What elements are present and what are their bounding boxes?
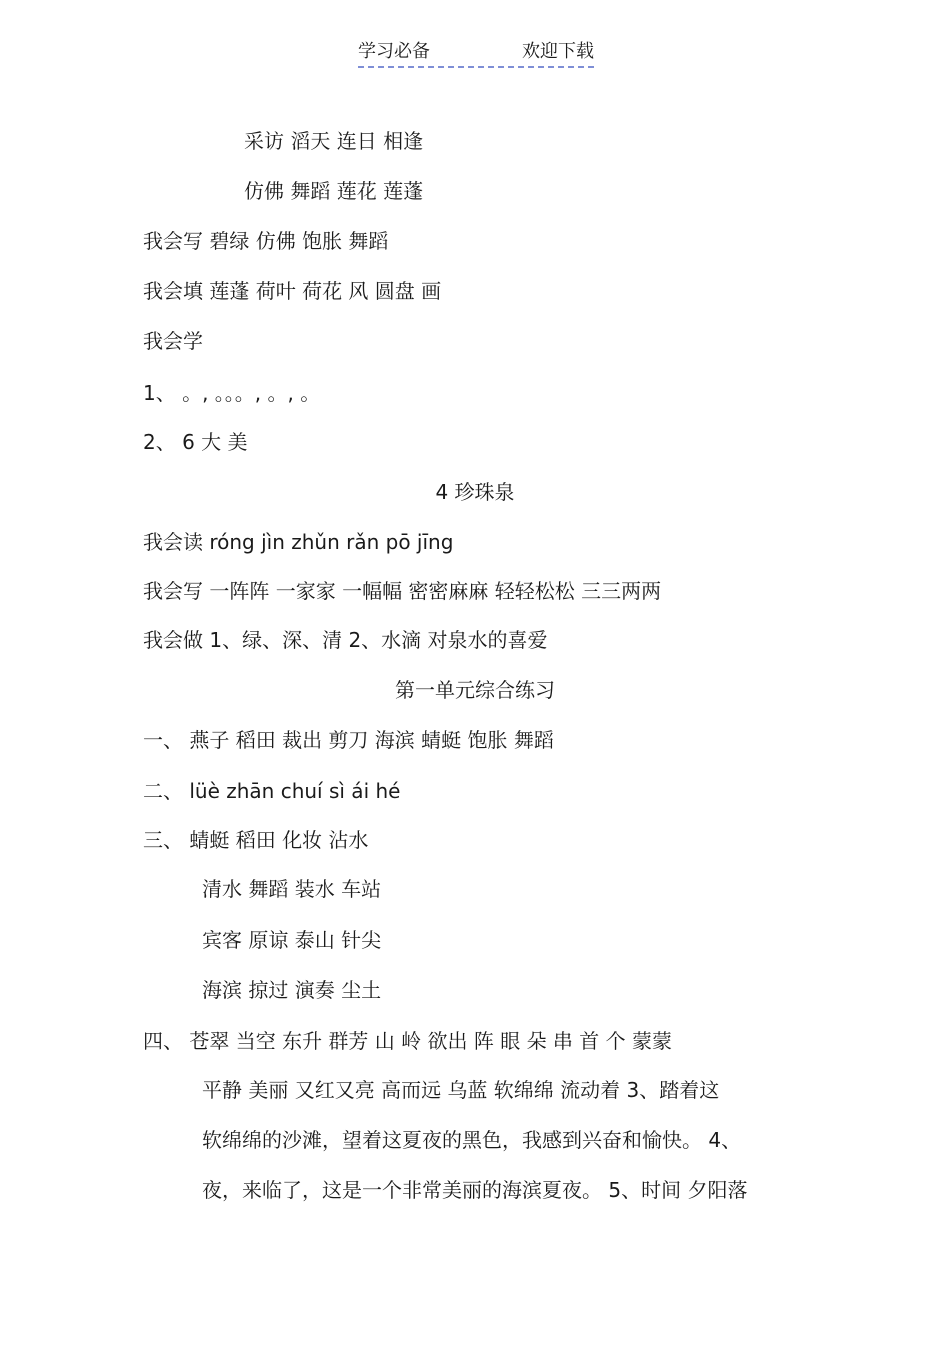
section-four-line: 四、 苍翠 当空 东升 群芳 山 岭 欲出 阵 眼 朵 串 首 个 蒙蒙 xyxy=(143,1029,673,1053)
exercise-do-line: 我会做 1、绿、深、清 2、水滴 对泉水的喜爱 xyxy=(143,628,548,652)
section-three-line: 三、 蜻蜓 稻田 化妆 沾水 xyxy=(143,828,369,852)
lesson-title: 4 珍珠泉 xyxy=(435,480,515,504)
section-three-line: 海滨 掠过 演奏 尘土 xyxy=(202,978,382,1002)
page-header xyxy=(358,40,594,68)
exercise-write-line: 我会写 一阵阵 一家家 一幅幅 密密麻麻 轻轻松松 三三两两 xyxy=(143,579,662,603)
word-list-line: 仿佛 舞蹈 莲花 莲蓬 xyxy=(244,179,424,203)
header-right-text: 欢迎下载 xyxy=(522,41,594,62)
section-four-line: 夜，来临了，这是一个非常美丽的海滨夏夜。 5、时间 夕阳落 xyxy=(202,1178,748,1202)
exercise-fill-line: 我会填 莲蓬 荷叶 荷花 风 圆盘 画 xyxy=(143,279,442,303)
section-two-line: 二、 lüè zhān chuí sì ái hé xyxy=(143,779,401,803)
exercise-write-line: 我会写 碧绿 仿佛 饱胀 舞蹈 xyxy=(143,229,389,253)
exercise-learn-heading: 我会学 xyxy=(143,329,203,353)
section-four-line: 平静 美丽 又红又亮 高而远 乌蓝 软绵绵 流动着 3、踏着这 xyxy=(202,1078,720,1102)
exercise-item-2: 2、 6 大 美 xyxy=(143,430,248,454)
section-three-line: 清水 舞蹈 装水 车站 xyxy=(202,877,382,901)
exercise-read-line: 我会读 róng jìn zhǔn rǎn pō jīng xyxy=(143,530,454,554)
exercise-item-1: 1、 。, 。。。, 。, 。 xyxy=(143,381,321,405)
section-one-line: 一、 燕子 稻田 裁出 剪刀 海滨 蜻蜓 饱胀 舞蹈 xyxy=(143,728,554,752)
section-three-line: 宾客 原谅 泰山 针尖 xyxy=(202,928,382,952)
word-list-line: 采访 滔天 连日 相逢 xyxy=(244,129,424,153)
unit-review-title: 第一单元综合练习 xyxy=(395,678,555,702)
header-left-text: 学习必备 xyxy=(358,41,430,62)
section-four-line: 软绵绵的沙滩，望着这夏夜的黑色，我感到兴奋和愉快。 4、 xyxy=(202,1128,742,1152)
